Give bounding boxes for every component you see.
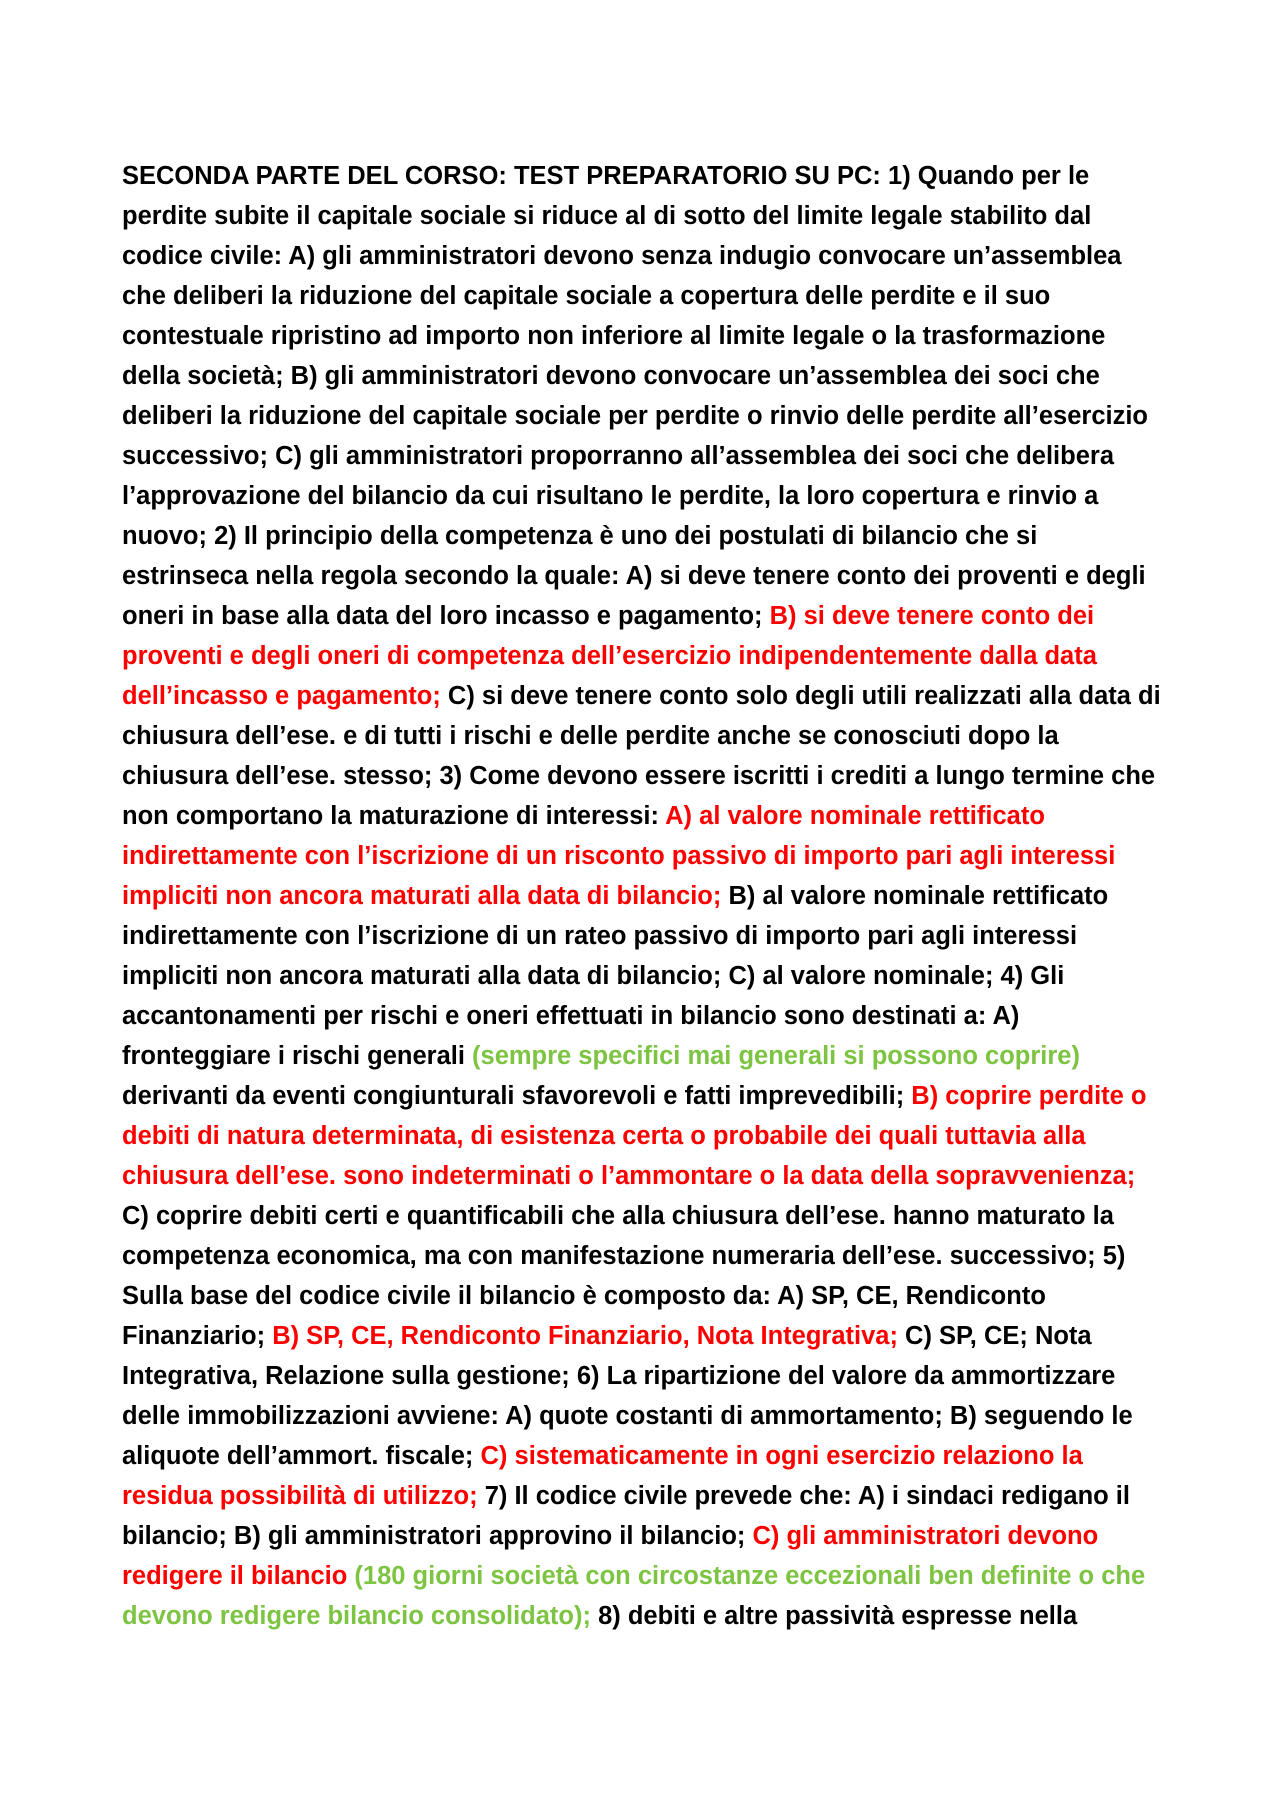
text-segment: B) al valore nominale rettificato indirettamente con l’iscrizione di un rateo passivo di importo pari agli interessi impliciti non ancora maturati alla data di bilancio; C) al valore nominale; 4) Gli accantonamenti per rischi e oneri effettuati in bilancio sono destinati a: A) fronteggiare i rischi generali [122,882,1109,1070]
text-segment: C) coprire debiti certi e quantificabili che alla chiusura dell’ese. hanno maturato la competenza economica, ma con manifestazione numeraria dell’ese. successivo; 5) Sulla base del codice civile il bilancio è composto da: A) SP, CE, Rendiconto Finanziario; [122,1202,1126,1350]
annotation-note: (sempre specifici mai generali si possono coprire) [472,1042,1080,1070]
text-segment: 8) debiti e altre passività espresse nella [590,1602,1078,1630]
document-body-paragraph [122,156,1168,1636]
highlighted-answer: A) al valore nominale rettificato indirettamente con l’iscrizione di un risconto passivo di importo pari agli interessi impliciti non ancora maturati alla data di bilancio; [122,802,1116,910]
highlighted-answer: B) SP, CE, Rendiconto Finanziario, Nota Integrativa; [272,1322,898,1350]
text-segment: derivanti da eventi congiunturali sfavorevoli e fatti imprevedibili; [122,1082,912,1110]
highlighted-answer: B) si deve tenere conto dei proventi e degli oneri di competenza dell’esercizio indipendentemente dalla data dell’incasso e pagamento; [122,602,1097,710]
highlighted-answer: B) coprire perdite o debiti di natura determinata, di esistenza certa o probabile dei quali tuttavia alla chiusura dell’ese. sono indeterminati o l’ammontare o la data della sopravvenienza; [122,1082,1147,1190]
highlighted-answer: C) gli amministratori devono redigere il bilancio [122,1522,1099,1590]
annotation-note: (180 giorni società con circostanze eccezionali ben definite o che devono redigere bilancio consolidato); [122,1562,1146,1630]
highlighted-answer: C) sistematicamente in ogni esercizio relaziono la residua possibilità di utilizzo; [122,1442,1083,1510]
text-segment: C) si deve tenere conto solo degli utili realizzati alla data di chiusura dell’ese. e di tutti i rischi e delle perdite anche se conosciuti dopo la chiusura dell’ese. stesso; 3) Come devono essere iscritti i crediti a lungo termine che non comportano la maturazione di interessi: [122,682,1161,830]
text-segment: 7) Il codice civile prevede che: A) i sindaci redigano il bilancio; B) gli amministratori approvino il bilancio; [122,1482,1130,1550]
text-segment: C) SP, CE; Nota Integrativa, Relazione sulla gestione; 6) La ripartizione del valore da ammortizzare delle immobilizzazioni avviene: A) quote costanti di ammortamento; B) seguendo le aliquote dell’ammort. fiscale; [122,1322,1133,1470]
text-segment: SECONDA PARTE DEL CORSO: TEST PREPARATORIO SU PC: 1) Quando per le perdite subite il capitale sociale si riduce al di sotto del limite legale stabilito dal codice civile: A) gli amministratori devono senza indugio convocare un’assemblea che deliberi la riduzione del capitale sociale a copertura delle perdite e il suo contestuale ripristino ad importo non inferiore al limite legale o la trasformazione della società; B) gli amministratori devono convocare un’assemblea dei soci che deliberi la riduzione del capitale sociale per perdite o rinvio delle perdite all’esercizio successivo; C) gli amministratori proporranno all’assemblea dei soci che delibera l’approvazione del bilancio da cui risultano le perdite, la loro copertura e rinvio a nuovo; 2) Il principio della competenza è uno dei postulati di bilancio che si estrinseca nella regola secondo la quale: A) si deve tenere conto dei proventi e degli oneri in base alla data del loro incasso e pagamento; [122,162,1149,630]
